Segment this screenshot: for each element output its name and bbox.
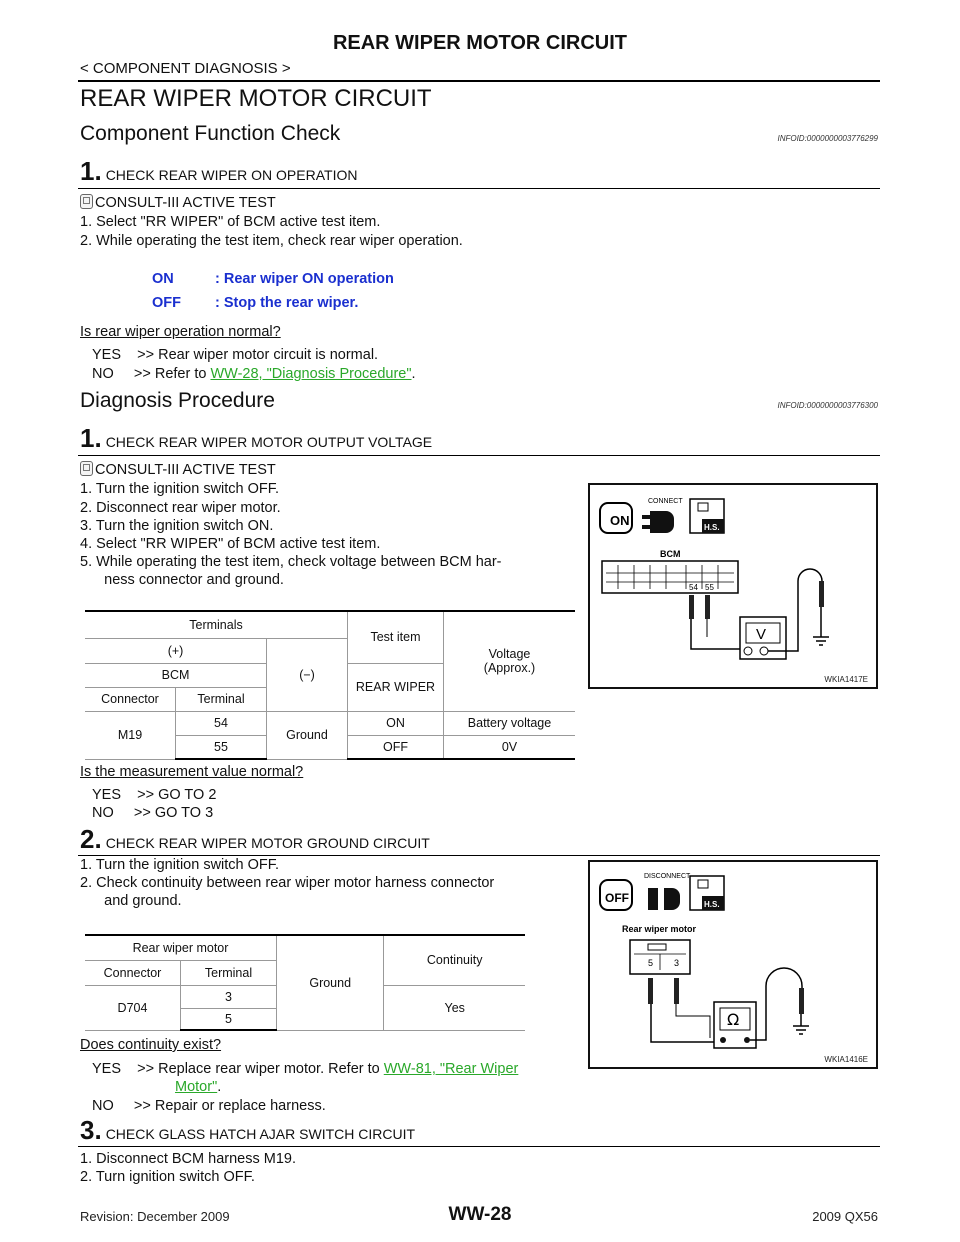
table-header-terminal: Terminal — [176, 687, 267, 711]
spec-on-value: : Rear wiper ON operation — [215, 271, 394, 287]
figure-code: WKIA1416E — [824, 1055, 868, 1064]
bcm-label: BCM — [660, 549, 681, 559]
table-header-ground: Ground — [277, 935, 384, 1030]
page-title: REAR WIPER MOTOR CIRCUIT — [80, 85, 432, 112]
table-header-continuity: Continuity — [384, 935, 525, 985]
ground-probe — [819, 581, 824, 607]
step-instruction: 2. Disconnect rear wiper motor. — [80, 500, 281, 516]
consult-icon — [80, 194, 93, 209]
ground-probe — [799, 988, 804, 1014]
step-instruction: 4. Select "RR WIPER" of BCM active test item. — [80, 536, 381, 552]
answer-no-text: NO >> Refer to — [92, 366, 211, 382]
bcm-connector — [602, 561, 738, 593]
model-year: 2009 QX56 — [812, 1209, 878, 1224]
continuity-check-figure — [588, 860, 878, 1069]
step-title: CHECK GLASS HATCH AJAR SWITCH CIRCUIT — [105, 1126, 416, 1142]
answer-no: NO >> Repair or replace harness. — [92, 1098, 326, 1114]
continuity-check-diagram — [590, 862, 876, 1067]
revision-date: Revision: December 2009 — [80, 1209, 230, 1224]
probe-55 — [705, 595, 710, 619]
consult-label: CONSULT-III ACTIVE TEST — [95, 195, 276, 211]
hs-label: H.S. — [704, 900, 720, 909]
rear-wiper-motor-link[interactable]: WW-81, "Rear Wiper — [383, 1061, 519, 1077]
step-number: 3. — [80, 1115, 102, 1145]
table-cell-ground: Ground — [267, 711, 348, 759]
header-rule — [78, 80, 880, 82]
step-number: 2. — [80, 824, 102, 854]
step-instruction: 5. While operating the test item, check voltage between BCM har- — [80, 554, 502, 570]
step-instruction: 1. Turn the ignition switch OFF. — [80, 857, 280, 873]
step-title: CHECK REAR WIPER ON OPERATION — [105, 167, 358, 183]
table-header-terminals: Terminals — [85, 611, 348, 638]
step-instruction: 2. Check continuity between rear wiper motor harness connector — [80, 875, 495, 891]
rear-wiper-motor-link-cont[interactable]: Motor" — [175, 1079, 218, 1095]
table-header-terminal: Terminal — [181, 960, 277, 985]
ignition-off-text: OFF — [605, 891, 629, 905]
spec-off-value: : Stop the rear wiper. — [215, 295, 359, 311]
diagnosis-procedure-link[interactable]: WW-28, "Diagnosis Procedure" — [210, 366, 412, 382]
disconnect-label: DISCONNECT — [644, 873, 691, 880]
hs-label: H.S. — [704, 523, 720, 532]
pin-55: 55 — [705, 583, 714, 592]
voltage-check-figure — [588, 483, 878, 689]
table-cell-connector: M19 — [85, 711, 176, 759]
step-rule — [78, 1146, 880, 1147]
minus-terminal — [760, 647, 768, 655]
table-cell-terminal: 5 — [181, 1008, 277, 1030]
section-heading-function-check: Component Function Check — [80, 122, 341, 145]
table-cell-connector: D704 — [85, 985, 181, 1030]
step-number: 1. — [80, 423, 102, 453]
step-instruction: and ground. — [80, 893, 182, 909]
table-header-connector: Connector — [85, 687, 176, 711]
pin-54: 54 — [689, 583, 698, 592]
infoid-diagnosis: INFOID:0000000003776300 — [777, 401, 878, 410]
pin-5: 5 — [648, 958, 654, 968]
step-instruction: 2. Turn ignition switch OFF. — [80, 1169, 255, 1185]
step-title: CHECK REAR WIPER MOTOR GROUND CIRCUIT — [105, 835, 430, 851]
table-cell-battery-voltage: Battery voltage — [444, 711, 576, 735]
table-header-bcm: BCM — [85, 663, 267, 687]
answer-no-suffix: . — [411, 366, 416, 382]
section-heading-diagnosis: Diagnosis Procedure — [80, 389, 275, 412]
step-number: 1. — [80, 156, 102, 186]
probe-3 — [674, 978, 679, 1004]
connect-label: CONNECT — [648, 498, 683, 505]
table-cell-terminal: 54 — [176, 711, 267, 735]
question: Is rear wiper operation normal? — [80, 324, 281, 340]
connector-half-icon — [648, 888, 658, 910]
step-instruction: 1. Select "RR WIPER" of BCM active test item. — [80, 214, 381, 230]
step-instruction: 1. Turn the ignition switch OFF. — [80, 481, 280, 497]
step-heading — [80, 1115, 415, 1146]
consult-icon — [80, 461, 93, 476]
voltage-check-diagram — [590, 485, 876, 687]
table-header-voltage — [444, 611, 576, 711]
voltage-table — [85, 610, 575, 760]
meter-terminal — [744, 1037, 750, 1043]
answer-yes-text: YES >> Replace rear wiper motor. Refer to — [92, 1061, 384, 1077]
infoid-function-check: INFOID:0000000003776299 — [777, 134, 878, 143]
step-instruction: ness connector and ground. — [80, 572, 284, 588]
question: Is the measurement value normal? — [80, 764, 304, 780]
rear-wiper-motor-label: Rear wiper motor — [622, 924, 697, 934]
step-instruction: 2. While operating the test item, check rear wiper operation. — [80, 233, 463, 249]
table-header-rear-wiper-motor: Rear wiper motor — [85, 935, 277, 960]
answer-yes: YES >> GO TO 2 — [92, 787, 217, 803]
answer-no: NO >> GO TO 3 — [92, 805, 214, 821]
spec-on-label: ON — [152, 271, 174, 287]
volt-symbol: V — [756, 626, 767, 643]
consult-line — [80, 461, 276, 479]
table-header-connector: Connector — [85, 960, 181, 985]
plus-terminal — [744, 647, 752, 655]
table-header-minus: (−) — [267, 638, 348, 711]
meter-terminal — [720, 1037, 726, 1043]
ohm-symbol: Ω — [727, 1010, 740, 1029]
step-heading — [80, 824, 430, 855]
table-cell-rear-wiper: REAR WIPER — [348, 663, 444, 711]
probe-5 — [648, 978, 653, 1004]
step-instruction: 1. Disconnect BCM harness M19. — [80, 1151, 296, 1167]
connector-icon — [650, 511, 674, 533]
pin-3: 3 — [674, 958, 680, 968]
running-header-title: REAR WIPER MOTOR CIRCUIT — [332, 32, 628, 54]
question: Does continuity exist? — [80, 1037, 222, 1053]
answer-no — [92, 365, 416, 383]
consult-line — [80, 194, 276, 212]
table-cell-on: ON — [348, 711, 444, 735]
table-header-plus: (+) — [85, 638, 267, 663]
table-cell-terminal: 3 — [181, 985, 277, 1008]
table-cell-zero-volt: 0V — [444, 735, 576, 759]
step-title: CHECK REAR WIPER MOTOR OUTPUT VOLTAGE — [105, 434, 433, 450]
voltage-label: Voltage — [488, 647, 531, 662]
spec-off-label: OFF — [152, 295, 181, 311]
answer-yes-suffix: . — [217, 1079, 222, 1095]
approx-label: (Approx.) — [483, 661, 536, 676]
continuity-table — [85, 934, 525, 1031]
page-number: WW-28 — [448, 1204, 512, 1225]
step-instruction: 3. Turn the ignition switch ON. — [80, 518, 274, 534]
answer-yes: YES >> Rear wiper motor circuit is normal. — [92, 347, 379, 363]
consult-label: CONSULT-III ACTIVE TEST — [95, 462, 276, 478]
probe-54 — [689, 595, 694, 619]
breadcrumb: < COMPONENT DIAGNOSIS > — [80, 60, 291, 77]
table-cell-continuity: Yes — [384, 985, 525, 1030]
step-heading — [80, 156, 357, 187]
table-cell-terminal: 55 — [176, 735, 267, 759]
step-rule — [78, 188, 880, 189]
step-heading — [80, 423, 432, 454]
step-rule — [78, 455, 880, 456]
answer-yes — [92, 1060, 518, 1078]
table-cell-off: OFF — [348, 735, 444, 759]
figure-code: WKIA1417E — [824, 675, 868, 684]
ignition-on-text: ON — [610, 513, 630, 528]
table-header-test-item: Test item — [348, 611, 444, 663]
answer-yes-continued — [175, 1078, 221, 1096]
